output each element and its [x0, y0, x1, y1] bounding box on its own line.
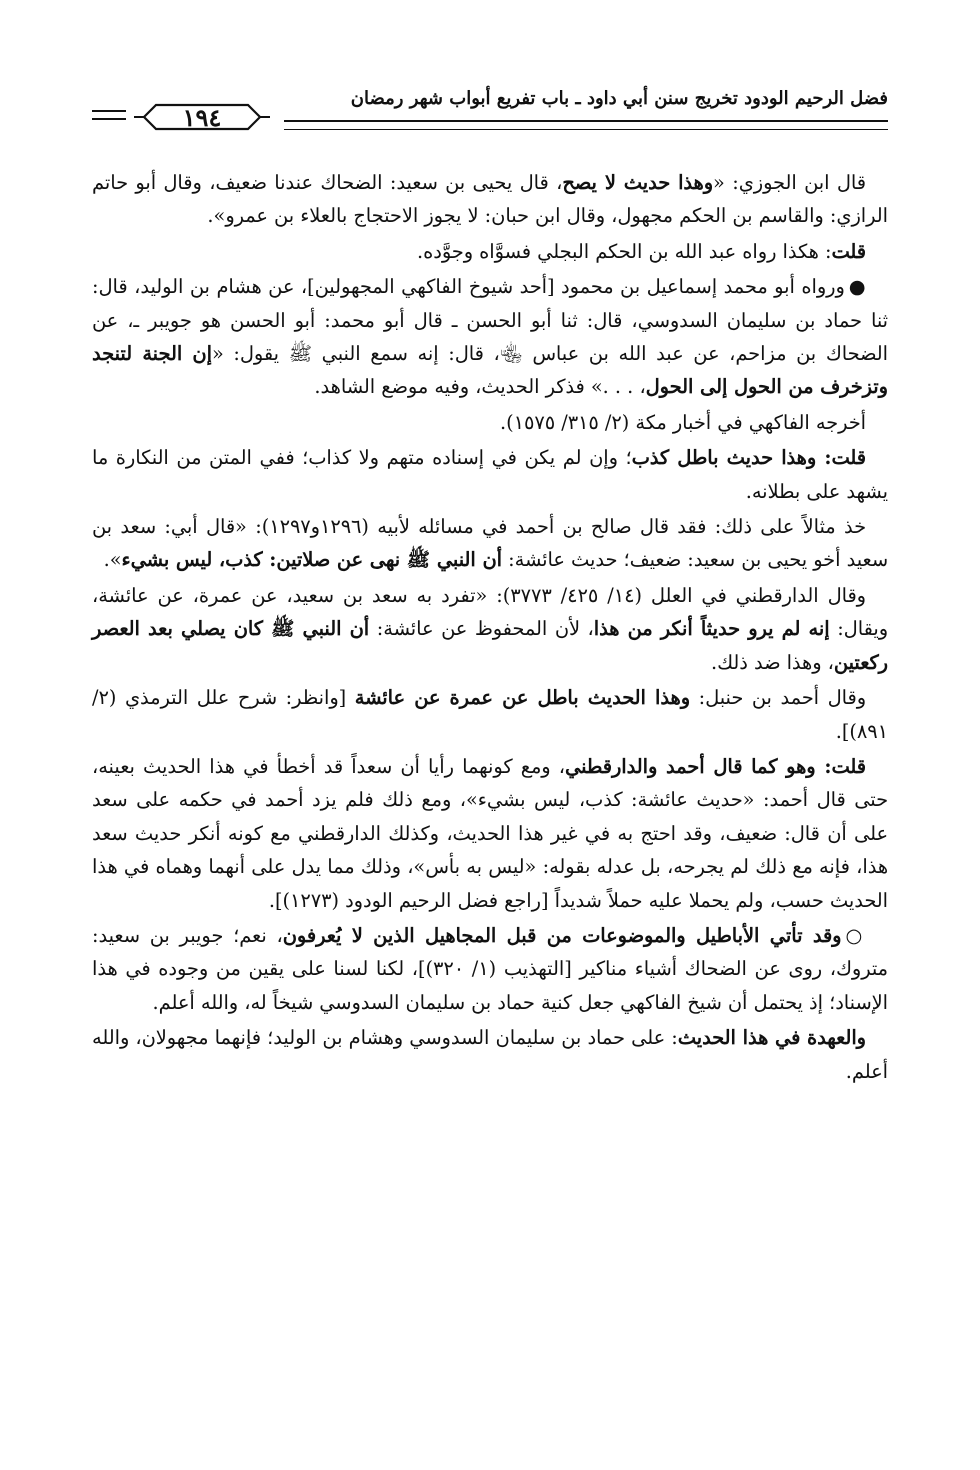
paragraph-text: ، لأن المحفوظ عن عائشة: — [369, 617, 594, 641]
hollow-bullet-icon: ○ — [845, 923, 866, 947]
main-text — [92, 166, 888, 1088]
paragraph-text: وقال أحمد بن حنبل: — [690, 686, 867, 710]
paragraph-text: أخرجه الفاكهي في أخبار مكة (٢/ ٣١٥/ ١٥٧٥). — [499, 410, 866, 434]
paragraph — [92, 681, 888, 748]
paragraph — [92, 579, 888, 679]
paragraph — [92, 166, 888, 233]
paragraph-text: ؛ وإن لم يكن في إسناده متهم ولا كذاب؛ ففي المتن من النكارة ما يشهد على بطلانه. — [92, 446, 888, 503]
paragraph — [92, 750, 888, 917]
paragraph — [92, 510, 888, 577]
paragraph-bold-text: إن الجنة لتنجد وتزخرف من الحول إلى الحول — [92, 342, 888, 399]
paragraph-bold-text: قلت: وهذا حديث باطل كذب — [631, 446, 866, 470]
paragraph-text: : على حماد بن سليمان السدوسي وهشام بن الوليد؛ فإنهما مجهولان، والله أعلم. — [92, 1026, 888, 1083]
paragraph — [92, 406, 888, 439]
paragraph-text: قال ابن الجوزي: « — [713, 171, 866, 194]
paragraph-bold-text: إنه لم يرو حديثاً أنكر من هذا — [593, 617, 830, 641]
paragraph-text: [وانظر: شرح علل الترمذي (٢/ ٨٩١)]. — [92, 686, 888, 743]
paragraph-bold-text: وهذا الحديث باطل عن عمرة عن عائشة — [354, 686, 691, 710]
paragraph-bold-text: قلت: وهو كما قال أحمد والدارقطني — [565, 754, 866, 778]
paragraph — [92, 235, 888, 268]
paragraph — [92, 1021, 888, 1088]
paragraph-bold-text: قلت — [831, 239, 866, 263]
header-title: فضل الرحيم الودود تخريج سنن أبي داود ـ باب تفريع أبواب شهر رمضان — [350, 88, 888, 109]
page-number: ١٩٤ — [182, 102, 222, 132]
paragraph-text: : هكذا رواه عبد الله بن الحكم البجلي فسوَّاه وجوَّده. — [417, 239, 832, 263]
paragraph-text: ورواه أبو محمد إسماعيل بن محمود [أحد شيوخ الفاكهي المجهولين]، عن هشام بن الوليد، قال: ثنا حماد بن سليمان السدوسي، قال: ثنا أبو الحسن ـ قال أبو محمد: أبو الحسن هو جويبر ـ، عن الضحاك بن مزاحم، عن عبد الله بن عباس ﵄، قال: إنه سمع النبي ﷺ يقول: « — [92, 275, 888, 366]
paragraph — [92, 441, 888, 508]
paragraph-text: ، وهذا ضد ذلك. — [710, 650, 834, 674]
paragraph-text: خذ مثالاً على ذلك: فقد قال صالح بن أحمد في مسائله لأبيه (١٢٩٦و١٢٩٧): «قال أبي: سعد بن سعيد أخو يحيى بن سعيد: ضعيف؛ حديث عائشة: — [92, 515, 888, 572]
paragraph-text: ، قال يحيى بن سعيد: الضحاك عندنا ضعيف، وقال أبو حاتم الرازي: والقاسم بن الحكم مجهول، وقال ابن حبان: لا يجوز الاحتجاج بالعلاء بن عمرو». — [92, 171, 888, 228]
header-dash-ornament — [92, 110, 126, 120]
paragraph-bold-text: أن النبي ﷺ كان يصلي بعد العصر ركعتين — [92, 617, 888, 674]
paragraph — [92, 270, 888, 404]
paragraph-text: ». — [103, 548, 122, 572]
filled-bullet-icon: ● — [848, 275, 867, 299]
running-header — [92, 82, 888, 144]
paragraph-text: ، . . .» فذكر الحديث، وفيه موضع الشاهد. — [314, 375, 646, 399]
paragraph-text: ، ومع كونهما رأيا أن سعداً قد أخطأ في هذا الحديث بعينه، حتى قال أحمد: «حديث عائشة: كذب، ليس بشيء»، ومع ذلك فلم يزد أحمد في حكمه على سعد على أن قال: ضعيف، وقد احتج به في غير هذا الحديث، وكذلك الدارقطني مع كونه أنكر حديث سعد هذا، فإنه مع ذلك لم يجرحه، بل عدله بقوله: «ليس به بأس»، وذلك مما يدل على أنهما وهماه في هذا الحديث حسب، ولم يحملا عليه حملاً شديداً [راجع فضل الرحيم الودود (١٢٧٣)]. — [92, 754, 888, 912]
paragraph — [92, 919, 888, 1019]
paragraph-text: ، نعم؛ جويبر بن سعيد: متروك، روى عن الضحاك أشياء مناكير [التهذيب (١/ ٣٢٠)]، لكنا لسنا على يقين من وجوده في هذا الإسناد؛ إذ يحتمل أن شيخ الفاكهي جعل كنية حماد بن سليمان السدوسي شيخاً له، والله أعلم. — [92, 923, 888, 1014]
page-number-badge — [132, 99, 272, 135]
paragraph-text: وقال الدارقطني في العلل (١٤/ ٤٢٥/ ٣٧٧٣): «تفرد به سعد بن سعيد، عن عمرة، عن عائشة، ويقال: — [92, 583, 888, 641]
paragraph-bold-text: وقد تأتي الأباطيل والموضوعات من قبل المجاهيل الذين لا يُعرفون — [282, 923, 842, 947]
paragraph-bold-text: وهذا حديث لا يصح — [562, 171, 714, 194]
paragraph-bold-text: أن النبي ﷺ نهى عن صلاتين: كذب، ليس بشيء — [121, 548, 502, 572]
header-rule — [284, 120, 888, 130]
paragraph-bold-text: والعهدة في هذا الحديث — [677, 1026, 866, 1050]
